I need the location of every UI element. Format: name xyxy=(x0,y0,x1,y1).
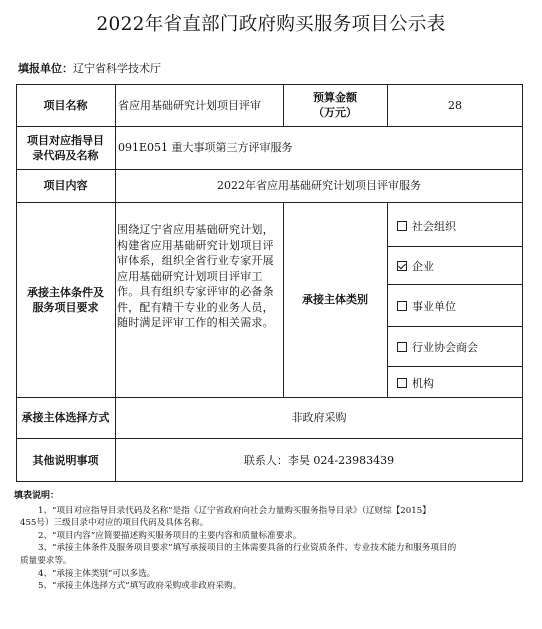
option-industry-association[interactable] xyxy=(397,339,478,355)
option-public-institution[interactable] xyxy=(397,298,456,314)
checkbox-icon[interactable] xyxy=(397,378,407,388)
guide-code-label-line1: 项目对应指导目 xyxy=(27,133,104,147)
budget-label xyxy=(283,84,387,126)
reporting-unit xyxy=(18,60,161,76)
option-label: 机构 xyxy=(412,377,434,390)
option-label: 社会组织 xyxy=(412,220,456,233)
contact-info: 联系人：李昊 024-23983439 xyxy=(243,453,395,467)
instructions-heading: 填表说明： xyxy=(14,491,60,501)
instruction-item: 1、“项目对应指导目录代码及名称”是指《辽宁省政府向社会力量购买服务指导目录》（辽财综【2015】 xyxy=(38,505,431,516)
budget-label-line2: （万元） xyxy=(313,106,357,119)
conditions-label-line2: 服务项目要求 xyxy=(32,300,99,314)
guide-code-label-line2: 录代码及名称 xyxy=(32,148,99,162)
filling-instructions xyxy=(14,490,524,593)
provider-type-label: 承接主体类别 xyxy=(302,293,368,306)
conditions-label-line1: 承接主体条件及 xyxy=(27,285,104,299)
guide-code-label xyxy=(16,126,115,169)
selection-method-value: 非政府采购 xyxy=(291,411,347,424)
conditions-label xyxy=(16,202,115,397)
instruction-item: 3、“承接主体条件及服务项目要求”填写承接项目的主体需要具备的行业资质条件、专业技术能力和服务项目的 xyxy=(38,543,457,554)
column-divider xyxy=(387,202,388,397)
instruction-item: 5、“承接主体选择方式”填写政府采购或非政府采购。 xyxy=(38,581,242,592)
checkbox-icon[interactable] xyxy=(397,221,407,231)
option-label: 事业单位 xyxy=(412,300,456,313)
selection-method-label: 承接主体选择方式 xyxy=(21,411,110,424)
option-divider xyxy=(387,366,523,367)
option-enterprise[interactable] xyxy=(397,258,434,274)
budget-label-line1: 预算金额 xyxy=(313,91,357,104)
reporting-unit-label: 填报单位： xyxy=(18,62,73,75)
project-content-value: 2022年省应用基础研究计划项目评审服务 xyxy=(217,179,421,192)
option-label: 行业协会商会 xyxy=(412,341,478,354)
instruction-item: 质量要求等。 xyxy=(20,555,72,566)
checkbox-icon[interactable] xyxy=(397,342,407,352)
checked-checkbox-icon[interactable] xyxy=(397,261,407,271)
project-name-value: 省应用基础研究计划项目评审 xyxy=(118,98,261,112)
option-divider xyxy=(387,326,523,327)
project-content-label: 项目内容 xyxy=(43,179,88,192)
other-notes-label: 其他说明事项 xyxy=(32,453,99,467)
project-name-label: 项目名称 xyxy=(43,98,88,112)
page-title: 2022年省直部门政府购买服务项目公示表 xyxy=(96,14,446,35)
instruction-item: 4、“承接主体类别”可以多选。 xyxy=(38,568,156,579)
option-divider xyxy=(387,246,523,247)
instruction-item: 455号）三级目录中对应的项目代码及具体名称。 xyxy=(20,518,209,529)
budget-value: 28 xyxy=(448,98,462,112)
instruction-item: 2、“项目内容”应简要描述购买服务项目的主要内容和质量标准要求。 xyxy=(38,530,302,541)
option-social-org[interactable] xyxy=(397,218,456,234)
reporting-unit-value: 辽宁省科学技术厅 xyxy=(73,62,161,75)
option-divider xyxy=(387,284,523,285)
option-agency[interactable] xyxy=(397,375,434,391)
option-label: 企业 xyxy=(412,260,434,273)
guide-code-value: 091E051 重大事项第三方评审服务 xyxy=(118,141,293,154)
conditions-value: 围绕辽宁省应用基础研究计划，构建省应用基础研究计划项目评审体系，组织全省行业专家开展应用基础研究计划项目评审工作。具有组织专家评审的必备条件，配有精干专业的业务人员，随时满足评审工作的相关需求。 xyxy=(117,223,274,329)
checkbox-icon[interactable] xyxy=(397,301,407,311)
